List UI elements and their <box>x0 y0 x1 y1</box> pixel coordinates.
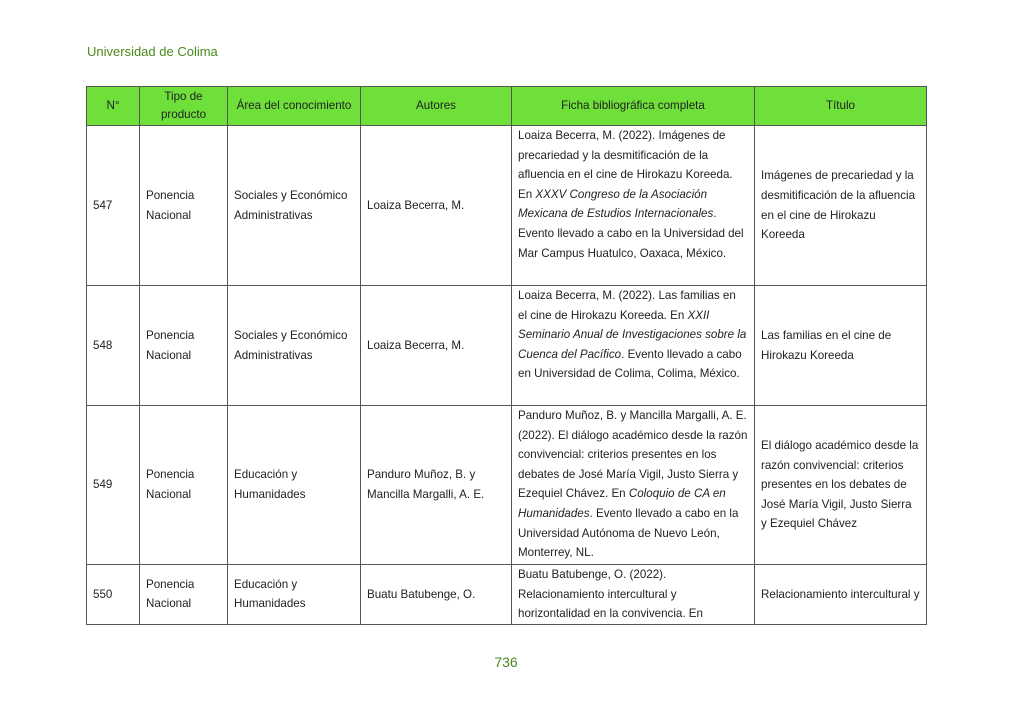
bibliography-table <box>86 86 927 625</box>
cell-number: 547 <box>87 126 140 286</box>
cell-knowledge-area: Educación y Humanidades <box>228 565 361 625</box>
cell-knowledge-area: Sociales y Económico Administrativas <box>228 286 361 406</box>
citation-text: Loaiza Becerra, M. (2022). Las familias en el cine de Hirokazu Koreeda. En <box>518 289 736 322</box>
citation-text: Loaiza Becerra, M. (2022). Imágenes de precariedad y la desmitificación de la afluencia en el cine de Hirokazu Koreeda. En <box>518 129 733 201</box>
cell-authors: Buatu Batubenge, O. <box>361 565 512 625</box>
cell-number: 548 <box>87 286 140 406</box>
cell-full-citation <box>512 286 755 406</box>
cell-knowledge-area: Sociales y Económico Administrativas <box>228 126 361 286</box>
cell-title: Las familias en el cine de Hirokazu Koreeda <box>755 286 927 406</box>
table-row <box>87 406 927 565</box>
citation-text: Panduro Muñoz, B. y Mancilla Margalli, A. E. (2022). El diálogo académico desde la razón convivencial: criterios presentes en los debates de José María Vigil, Justo Sierra y Ezequiel Chávez. En <box>518 409 748 501</box>
table-row <box>87 126 927 286</box>
citation-text: Buatu Batubenge, O. (2022). Relacionamiento intercultural y horizontalidad en la convivencia. En <box>518 568 703 621</box>
cell-number: 549 <box>87 406 140 565</box>
cell-product-type: Ponencia Nacional <box>140 565 228 625</box>
column-header-product-type: Tipo de producto <box>140 87 228 126</box>
citation-text-end: . Evento llevado a cabo en Universidad de Colima, Colima, México. <box>518 347 742 381</box>
table-header-row <box>87 87 927 126</box>
column-header-title: Título <box>755 87 927 126</box>
cell-product-type: Ponencia Nacional <box>140 406 228 565</box>
cell-product-type: Ponencia Nacional <box>140 286 228 406</box>
citation-event-name: XXII Seminario Anual de Investigaciones sobre la Cuenca del Pacífico <box>518 308 747 361</box>
cell-full-citation <box>512 406 755 565</box>
cell-knowledge-area: Educación y Humanidades <box>228 406 361 565</box>
column-header-knowledge-area: Área del conocimiento <box>228 87 361 126</box>
citation-event-name: XXXV Congreso de la Asociación Mexicana de Estudios Internacionales <box>518 187 714 221</box>
cell-title: Imágenes de precariedad y la desmitificación de la afluencia en el cine de Hirokazu Koreeda <box>755 126 927 286</box>
column-header-authors: Autores <box>361 87 512 126</box>
column-header-number: N° <box>87 87 140 126</box>
citation-event-name: Coloquio de CA en Humanidades <box>518 487 726 520</box>
cell-authors: Loaiza Becerra, M. <box>361 286 512 406</box>
document-header-title: Universidad de Colima <box>87 44 218 59</box>
table-row <box>87 286 927 406</box>
citation-text-end: . Evento llevado a cabo en la Universidad Autónoma de Nuevo León, Monterrey, NL. <box>518 506 739 560</box>
cell-title: Relacionamiento intercultural y <box>755 565 927 625</box>
citation-text-end: . Evento llevado a cabo en la Universidad del Mar Campus Huatulco, Oaxaca, México. <box>518 207 744 260</box>
column-header-full-citation: Ficha bibliográfica completa <box>512 87 755 126</box>
cell-full-citation <box>512 565 755 625</box>
cell-authors: Loaiza Becerra, M. <box>361 126 512 286</box>
cell-full-citation <box>512 126 755 286</box>
table-row <box>87 565 927 625</box>
cell-authors: Panduro Muñoz, B. y Mancilla Margalli, A. E. <box>361 406 512 565</box>
cell-product-type: Ponencia Nacional <box>140 126 228 286</box>
cell-number: 550 <box>87 565 140 625</box>
page-number: 736 <box>494 654 518 670</box>
cell-title: El diálogo académico desde la razón convivencial: criterios presentes en los debates de José María Vigil, Justo Sierra y Ezequiel Chávez <box>755 406 927 565</box>
